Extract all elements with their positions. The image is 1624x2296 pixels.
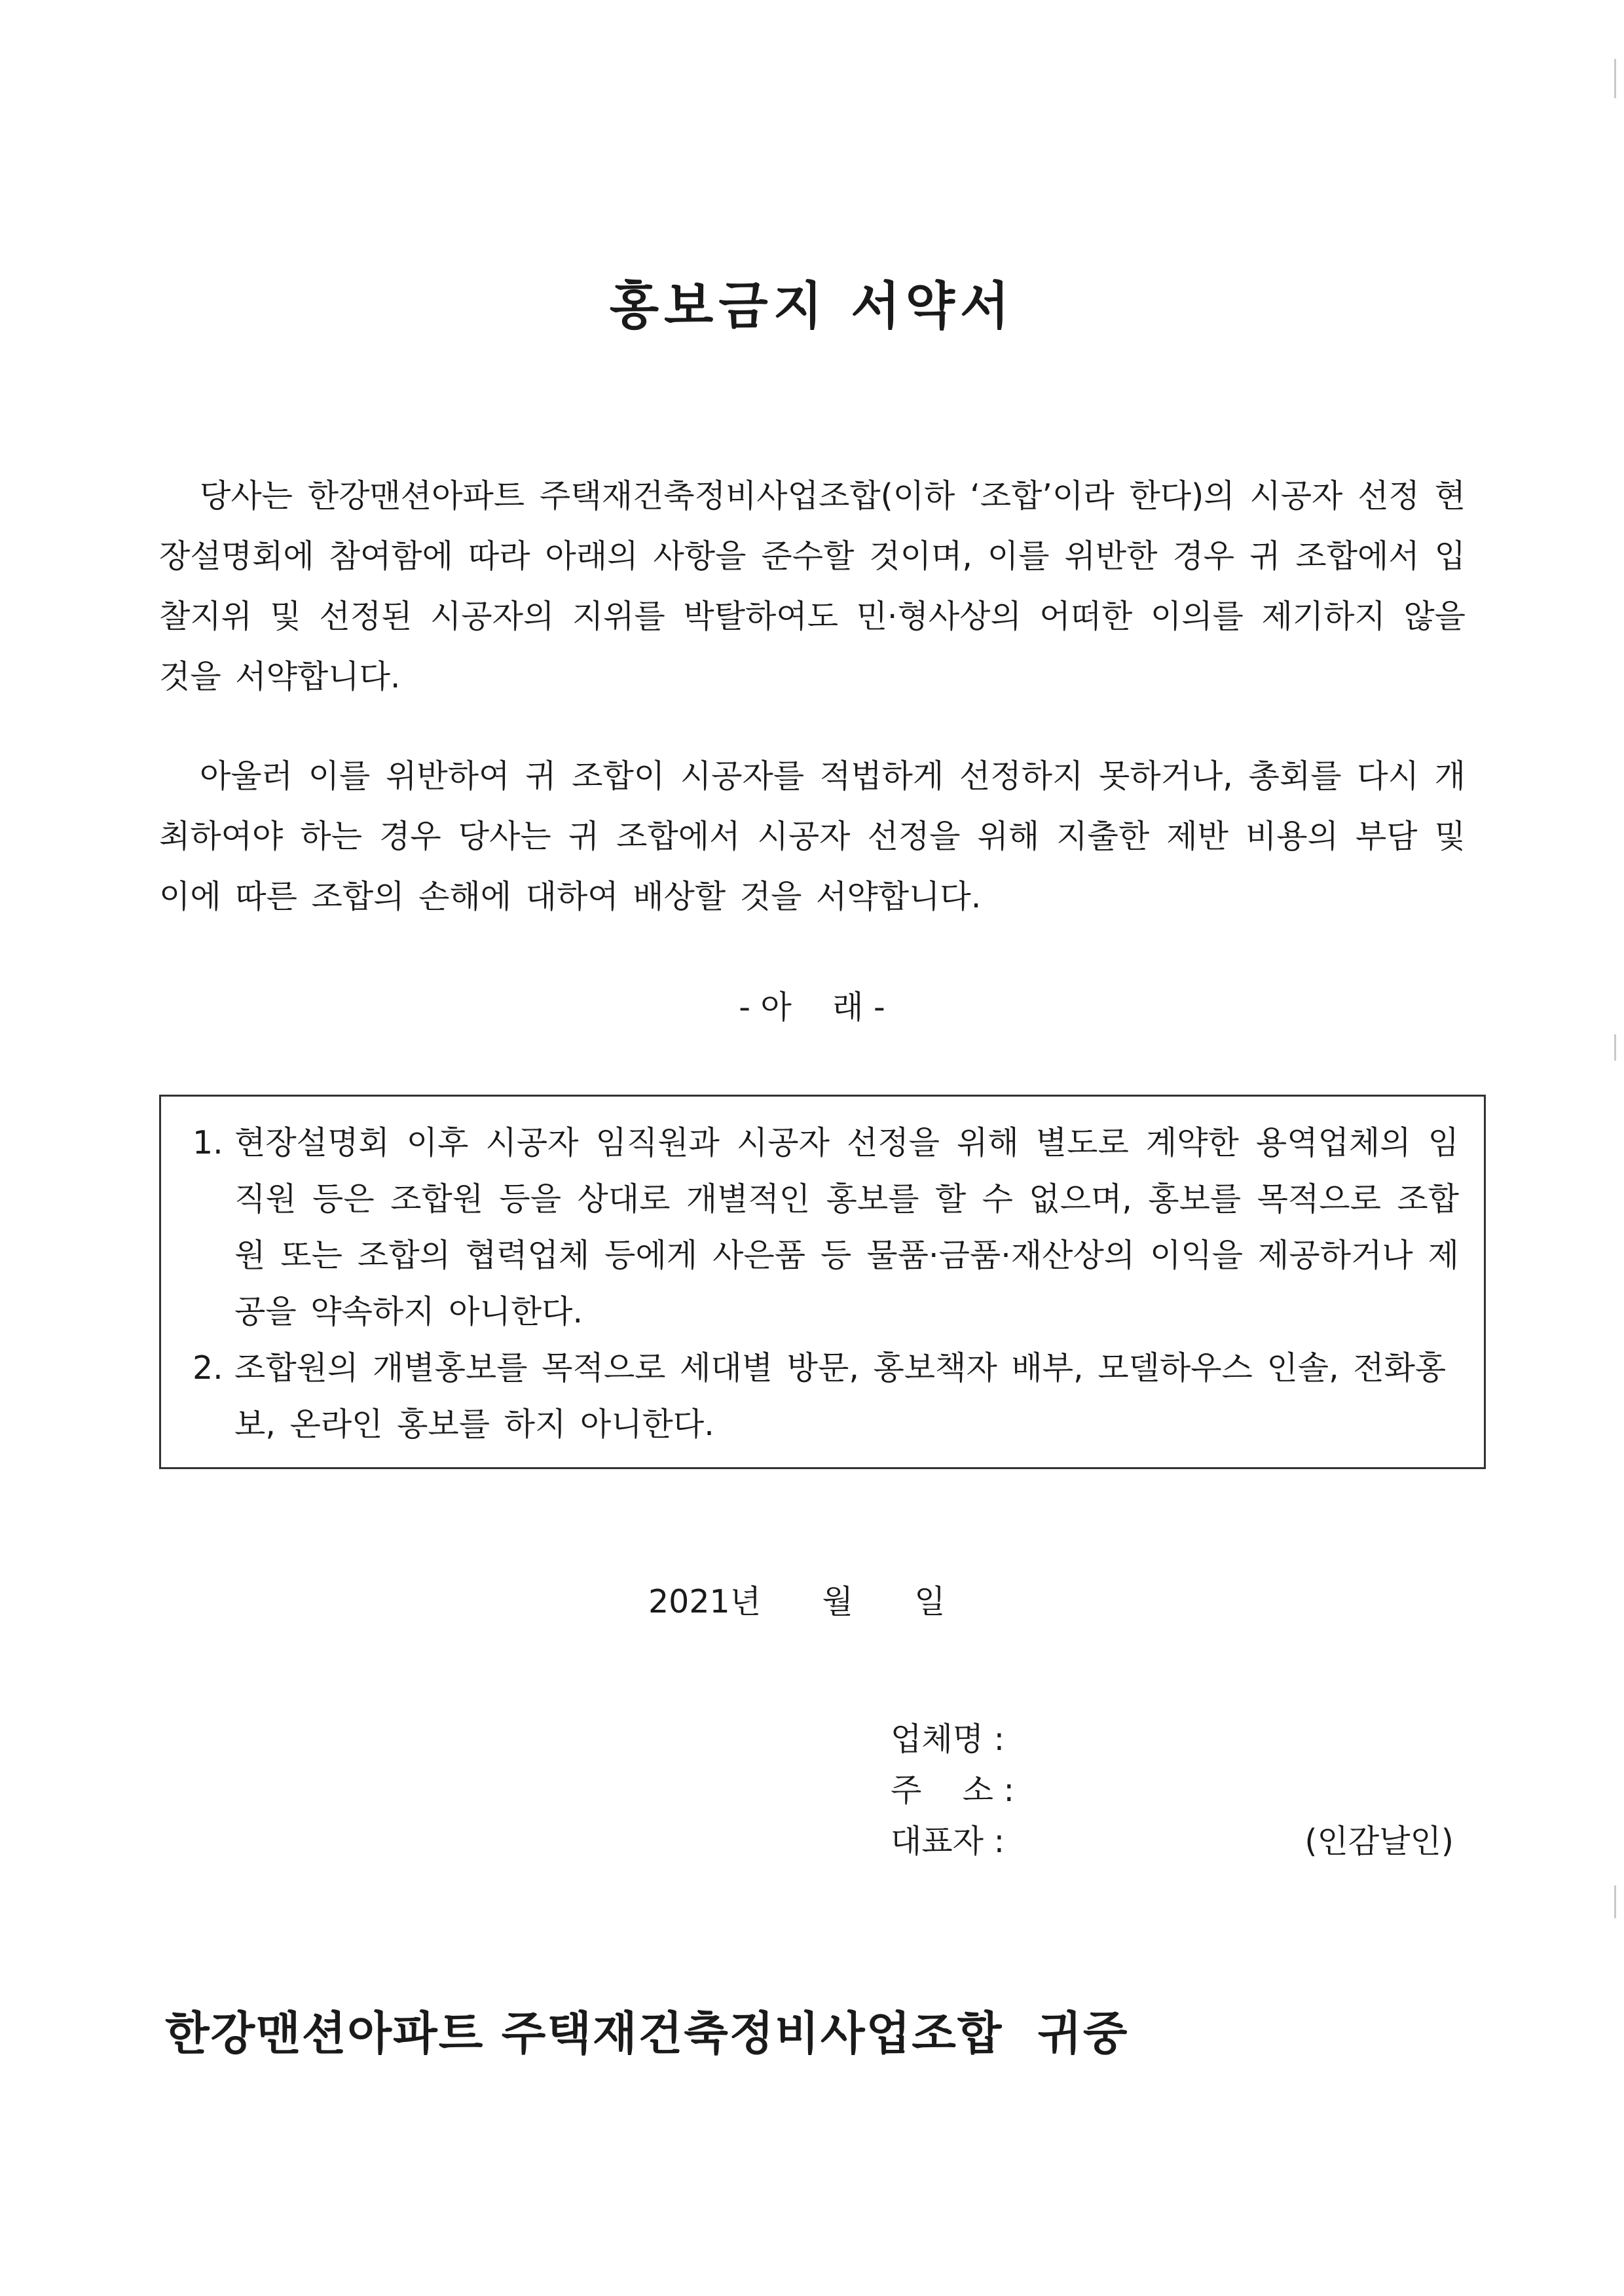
seal-note: (인감날인) <box>1304 1823 1454 1860</box>
page-title: 홍보금지 서약서 <box>609 277 1015 336</box>
scan-edge-mark <box>1614 1034 1616 1061</box>
representative-label: 대표자 : <box>891 1823 1005 1860</box>
address-row <box>891 1765 1454 1816</box>
list-item <box>193 1340 1459 1453</box>
representative-row <box>891 1816 1454 1867</box>
company-label: 업체명 : <box>891 1721 1005 1758</box>
item-number: 1. <box>193 1124 223 1161</box>
addressee: 한강맨션아파트 주택재건축정비사업조합 귀중 <box>165 2007 1129 2060</box>
list-item <box>193 1115 1459 1340</box>
items-list <box>193 1115 1459 1453</box>
company-row <box>891 1714 1454 1765</box>
liability-paragraph: 아울러 이를 위반하여 귀 조합이 시공자를 적법하게 선정하지 못하거나, 총회를 다시 개최하여야 하는 경우 당사는 귀 조합에서 시공자 선정을 위해 지출한 제반 비용의 부담 및 이에 따른 조합의 손해에 대하여 배상할 것을 서약합니다. <box>159 757 1466 915</box>
date-line: 2021년 월 일 <box>648 1583 946 1620</box>
notice-heading: - 아 래 - <box>739 989 885 1026</box>
item-text: 조합원의 개별홍보를 목적으로 세대별 방문, 홍보책자 배부, 모델하우스 인솔, 전화홍보, 온라인 홍보를 하지 아니한다. <box>234 1349 1447 1443</box>
item-text: 현장설명회 이후 시공자 임직원과 시공자 선정을 위해 별도로 계약한 용역업체의 임직원 등은 조합원 등을 상대로 개별적인 홍보를 할 수 없으며, 홍보를 목적으로 조합원 또는 조합의 협력업체 등에게 사은품 등 물품·금품·재산상의 이익을 제공하거나 제공을 약속하지 아니한다. <box>234 1124 1459 1330</box>
address-label: 주 소 : <box>891 1772 1015 1809</box>
item-number: 2. <box>193 1349 223 1387</box>
items-box <box>159 1095 1486 1469</box>
scan-edge-mark <box>1614 1886 1616 1918</box>
scan-edge-mark <box>1614 59 1616 98</box>
pledge-paragraph: 당사는 한강맨션아파트 주택재건축정비사업조합(이하 ‘조합’이라 한다)의 시공자 선정 현장설명회에 참여함에 따라 아래의 사항을 준수할 것이며, 이를 위반한 경우 귀 조합에서 입찰지위 및 선정된 시공자의 지위를 박탈하여도 민·형사상의 어떠한 이의를 제기하지 않을 것을 서약합니다. <box>159 477 1466 695</box>
signatory-block <box>891 1714 1454 1867</box>
